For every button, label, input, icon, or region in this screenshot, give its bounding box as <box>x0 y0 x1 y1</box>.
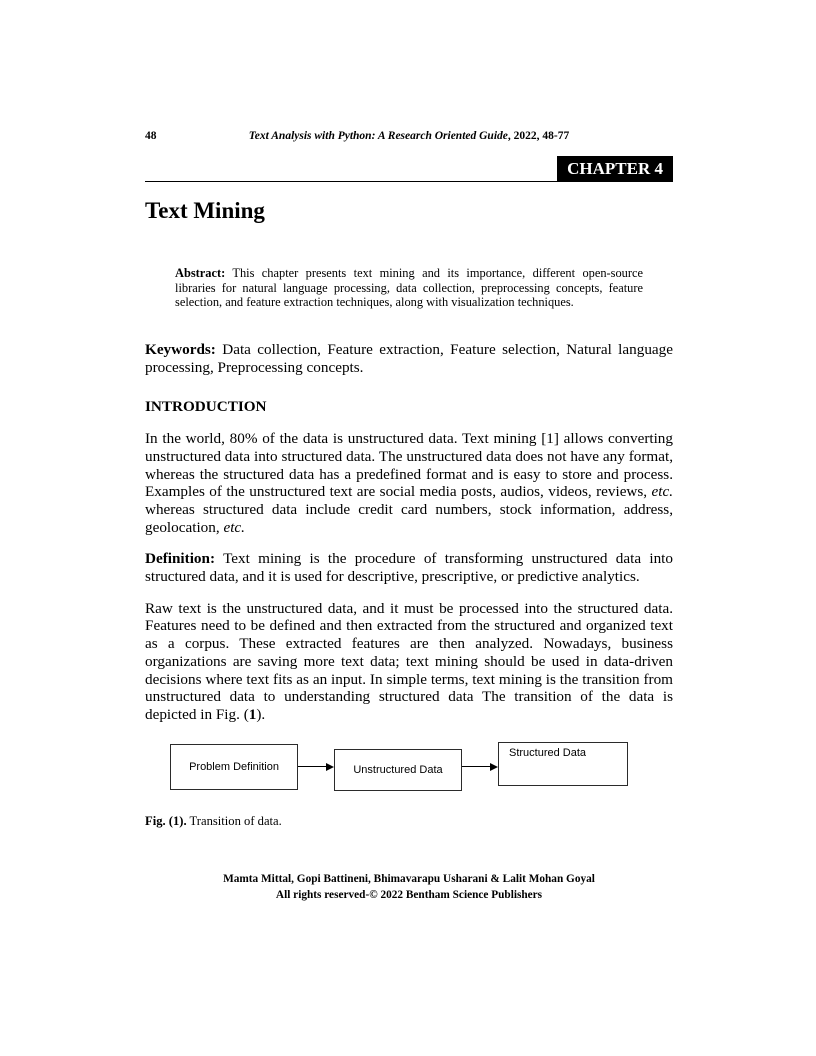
figure-box-structured-data <box>498 742 628 786</box>
arrow-line <box>462 766 490 768</box>
figure-box-problem-definition <box>170 744 298 790</box>
paragraph-transition-text-2: ). <box>256 705 266 723</box>
figure-caption-label: Fig. (1). <box>145 813 187 828</box>
keywords <box>145 341 673 377</box>
paragraph-intro-text-1: In the world, 80% of the data is unstructured data. Text mining [1] allows converting unstructured data into structured data. The unstructured data does not have any format, whereas the structured data has a predefined format and is easy to store and process. Examples of the unstructured text are social media posts, audios, videos, reviews, <box>145 430 673 501</box>
paragraph-intro-etc-1: etc. <box>651 483 673 501</box>
paragraph-intro <box>145 430 673 536</box>
figure-box-label: Problem Definition <box>189 760 279 773</box>
arrow-line <box>298 766 326 768</box>
definition-label: Definition: <box>145 550 216 568</box>
abstract-text: This chapter presents text mining and its importance, different open-source libraries for natural language processing, data collection, preprocessing concepts, feature selection, and feature extraction techniques, along with visualization techniques. <box>175 266 643 310</box>
paragraph-intro-text-2: whereas structured data include credit card numbers, stock information, address, geolocation, <box>145 500 673 536</box>
figure-reference: 1 <box>248 705 257 723</box>
arrow-head <box>490 763 498 771</box>
figure-caption-text: Transition of data. <box>186 813 282 828</box>
page-number: 48 <box>145 130 157 142</box>
page-content <box>145 130 673 903</box>
arrow-right-icon <box>298 763 334 771</box>
abstract-label: Abstract: <box>175 266 226 280</box>
arrow-right-icon <box>462 763 498 771</box>
paragraph-transition-text-1: Raw text is the unstructured data, and it must be processed into the structured data. Features need to be defined and then extracted from the structured and organized text as a corpus. These extracted features are then analyzed. Nowadays, business organizations are saving more text data; text mining should be used in data-driven decisions where text fits as an input. In simple terms, text mining is the transition from unstructured data to understanding structured data The transition of the data is depicted in Fig. ( <box>145 599 673 723</box>
keywords-text: Data collection, Feature extraction, Feature selection, Natural language processing, Preprocessing concepts. <box>145 341 673 377</box>
page-footer <box>145 871 673 903</box>
running-title-pages: , 2022, 48-77 <box>507 130 570 142</box>
figure-box-label: Structured Data <box>509 746 587 759</box>
figure-box-unstructured-data <box>334 749 462 791</box>
running-title <box>145 130 673 142</box>
figure-box-label: Unstructured Data <box>353 763 443 776</box>
abstract <box>175 266 643 310</box>
footer-rights: All rights reserved-© 2022 Bentham Science Publishers <box>275 888 543 901</box>
figure-1 <box>145 744 673 790</box>
chapter-badge: CHAPTER 4 <box>557 156 673 181</box>
figure-caption <box>145 814 673 829</box>
section-heading-introduction: INTRODUCTION <box>145 398 267 416</box>
running-head <box>145 130 673 146</box>
footer-authors: Mamta Mittal, Gopi Battineni, Bhimavarapu Usharani & Lalit Mohan Goyal <box>223 872 595 885</box>
keywords-label: Keywords: <box>145 341 216 359</box>
chapter-rule <box>145 156 673 182</box>
paragraph-definition <box>145 550 673 585</box>
paragraph-intro-etc-2: etc. <box>223 518 245 536</box>
running-title-book: Text Analysis with Python: A Research Oriented Guide <box>248 130 508 142</box>
definition-text: Text mining is the procedure of transforming unstructured data into structured data, and it is used for descriptive, prescriptive, or predictive analytics. <box>145 550 673 586</box>
arrow-head <box>326 763 334 771</box>
page-title: Text Mining <box>145 198 265 223</box>
paragraph-transition <box>145 600 673 724</box>
